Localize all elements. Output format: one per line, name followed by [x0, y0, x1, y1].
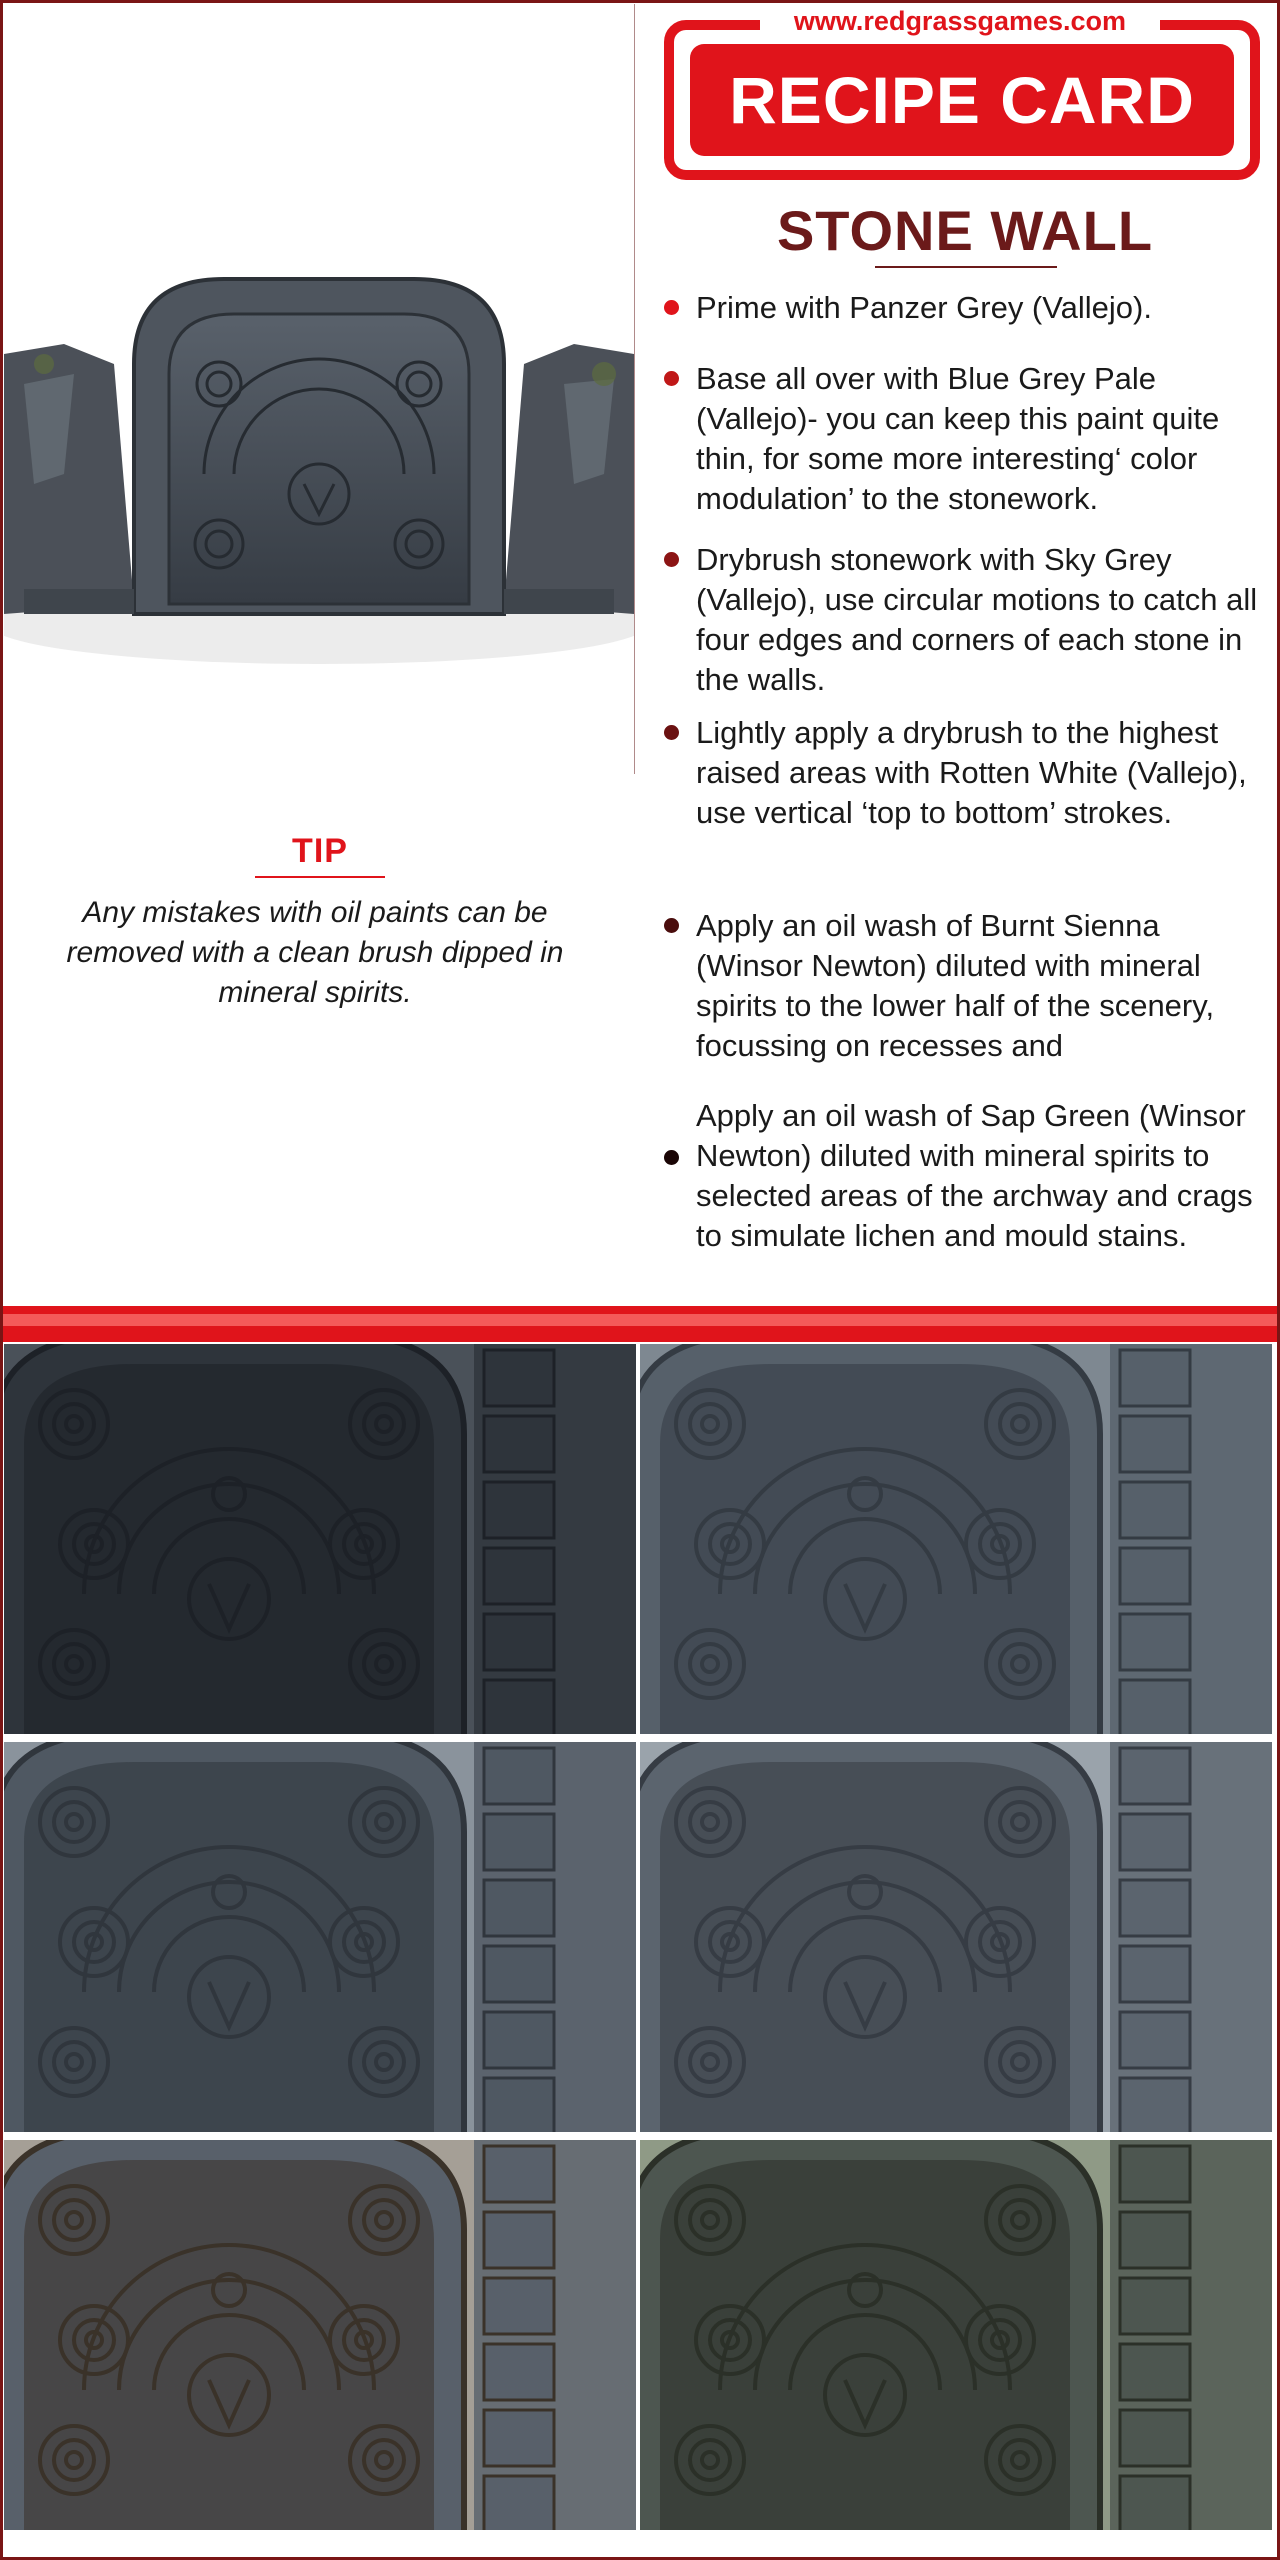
bullet-icon [664, 1150, 679, 1165]
bullet-icon [664, 371, 679, 386]
step-text: Apply an oil wash of Burnt Sienna (Winsor Newton) diluted with mineral spirits to the lower half of the scenery, focussing on recesses and [696, 908, 1215, 1063]
stone-wall-photo-art [640, 1344, 1272, 1734]
bullet-icon [664, 725, 679, 740]
bullet-icon [664, 300, 679, 315]
website-url: www.redgrassgames.com [760, 6, 1160, 37]
recipe-card-badge [690, 44, 1234, 156]
stone-wall-photo-2 [640, 1344, 1272, 1734]
stone-wall-photo-6 [640, 2140, 1272, 2530]
hero-stone-wall-photo [4, 4, 635, 774]
red-divider-highlight [0, 1314, 1280, 1326]
step-text: Lightly apply a drybrush to the highest raised areas with Rotten White (Vallejo), use vertical ‘top to bottom’ strokes. [696, 715, 1247, 830]
stone-wall-photo-3 [4, 1742, 636, 2132]
bullet-icon [664, 552, 679, 567]
step-text: Base all over with Blue Grey Pale (Vallejo)- you can keep this paint quite thin, for some more interesting‘ color modulation’ to the stonework. [696, 361, 1220, 516]
stone-wall-illustration [4, 4, 634, 774]
stone-wall-photo-art [4, 1344, 636, 1734]
title-divider [875, 266, 1057, 268]
stone-wall-photo-4 [640, 1742, 1272, 2132]
stone-wall-photo-5 [4, 2140, 636, 2530]
stone-wall-photo-art [640, 1742, 1272, 2132]
stone-wall-photo-1 [4, 1344, 636, 1734]
step-text: Drybrush stonework with Sky Grey (Vallejo), use circular motions to catch all four edges and corners of each stone in the walls. [696, 542, 1258, 697]
tip-divider [255, 876, 385, 878]
tip-title: TIP [292, 832, 348, 870]
stone-wall-photo-art [640, 2140, 1272, 2530]
recipe-title: STONE WALL [776, 199, 1154, 262]
stone-wall-photo-art [4, 2140, 636, 2530]
bullet-icon [664, 918, 679, 933]
step-text: Apply an oil wash of Sap Green (Winsor Newton) diluted with mineral spirits to selected areas of the archway and crags to simulate lichen and mould stains. [696, 1098, 1253, 1253]
stone-wall-photo-art [4, 1742, 636, 2132]
tip-text: Any mistakes with oil paints can be removed with a clean brush dipped in mineral spirits. [66, 896, 564, 1009]
step-text: Prime with Panzer Grey (Vallejo). [696, 290, 1152, 325]
recipe-card-label: RECIPE CARD [729, 63, 1195, 137]
